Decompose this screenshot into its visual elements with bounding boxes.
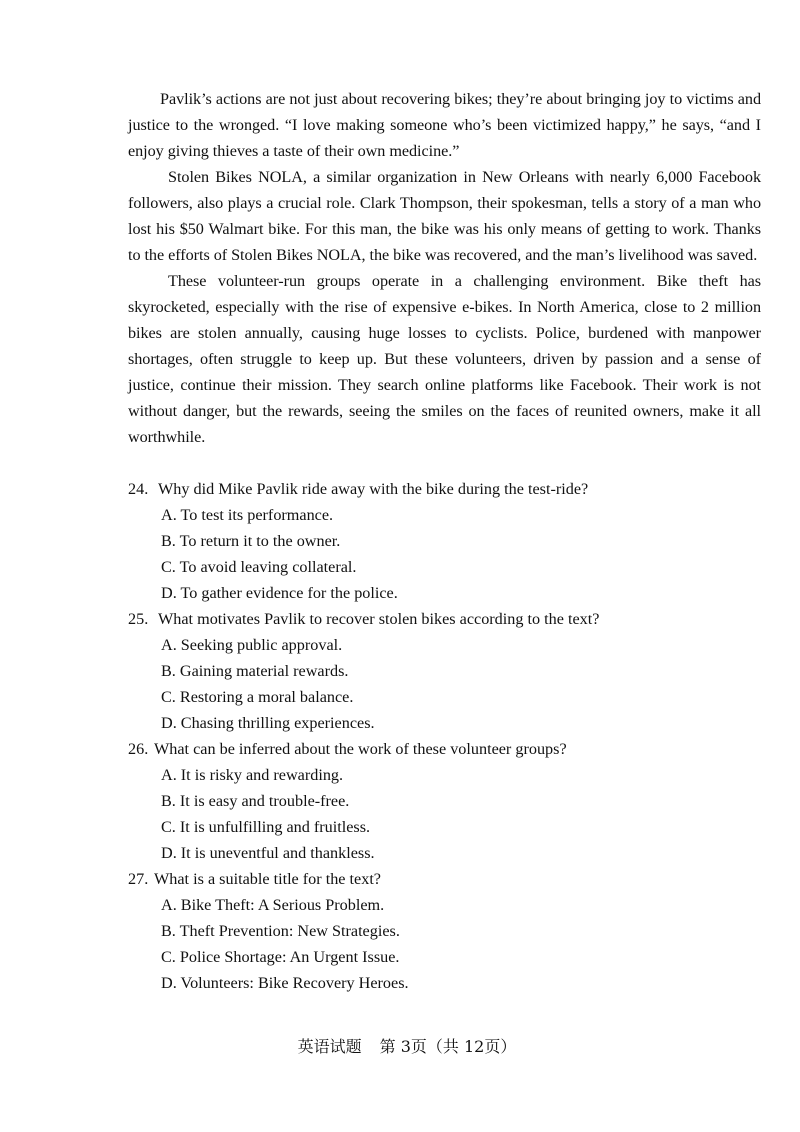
option-list [128,892,761,996]
passage-paragraph-1: Pavlik’s actions are not just about recovering bikes; they’re about bringing joy to victims and justice to the wronged. “I love making someone who’s been victimized happy,” he says, “and I enjoy giving thieves a taste of their own medicine.” [128,90,761,160]
footer-subject: 英语试题 [297,1037,362,1056]
reading-passage [128,86,761,450]
question-27 [128,866,761,996]
footer-page-info: 第 3页（共 12页） [379,1037,517,1056]
option-d: D. To gather evidence for the police. [161,584,398,602]
question-list [128,476,761,996]
spacer [128,450,761,476]
question-number: 27. [128,870,149,888]
option-d: D. It is uneventful and thankless. [161,844,375,862]
option-list [128,502,761,606]
option-list [128,632,761,736]
exam-page [128,86,761,996]
question-stem [128,736,761,762]
question-24 [128,476,761,606]
option-a: A. Bike Theft: A Serious Problem. [161,896,385,914]
question-25 [128,606,761,736]
question-number: 24. [128,480,149,498]
question-text: What can be inferred about the work of these volunteer groups? [154,740,567,758]
option-list [128,762,761,866]
option-c: C. Restoring a moral balance. [161,688,354,706]
question-stem [128,866,761,892]
question-number: 25. [128,610,149,628]
option-b: B. It is easy and trouble-free. [161,792,350,810]
passage-paragraph-2: Stolen Bikes NOLA, a similar organization in New Orleans with nearly 6,000 Facebook followers, also plays a crucial role. Clark Thompson, their spokesman, tells a story of a man who lost his $50 Walmart bike. For this man, the bike was his only means of getting to work. Thanks to the efforts of Stolen Bikes NOLA, the bike was recovered, and the man’s livelihood was saved. [128,168,761,264]
question-stem [128,476,761,502]
question-text: What is a suitable title for the text? [154,870,381,888]
option-b: B. To return it to the owner. [161,532,341,550]
option-c: C. It is unfulfilling and fruitless. [161,818,371,836]
page-footer [0,1036,800,1058]
option-d: D. Volunteers: Bike Recovery Heroes. [161,974,409,992]
option-a: A. It is risky and rewarding. [161,766,344,784]
footer-content [298,1036,517,1058]
option-b: B. Theft Prevention: New Strategies. [161,922,400,940]
option-a: A. To test its performance. [161,506,334,524]
question-stem [128,606,761,632]
question-text: Why did Mike Pavlik ride away with the bike during the test-ride? [158,480,589,498]
question-26 [128,736,761,866]
question-number: 26. [128,740,149,758]
option-d: D. Chasing thrilling experiences. [161,714,375,732]
option-a: A. Seeking public approval. [161,636,343,654]
option-c: C. Police Shortage: An Urgent Issue. [161,948,400,966]
passage-paragraph-3: These volunteer-run groups operate in a challenging environment. Bike theft has skyrocketed, especially with the rise of expensive e-bikes. In North America, close to 2 million bikes are stolen annually, causing huge losses to cyclists. Police, burdened with manpower shortages, often struggle to keep up. But these volunteers, driven by passion and a sense of justice, continue their mission. They search online platforms like Facebook. Their work is not without danger, but the rewards, seeing the smiles on the faces of reunited owners, make it all worthwhile. [128,272,761,446]
option-c: C. To avoid leaving collateral. [161,558,357,576]
question-text: What motivates Pavlik to recover stolen bikes according to the text? [158,610,600,628]
option-b: B. Gaining material rewards. [161,662,349,680]
